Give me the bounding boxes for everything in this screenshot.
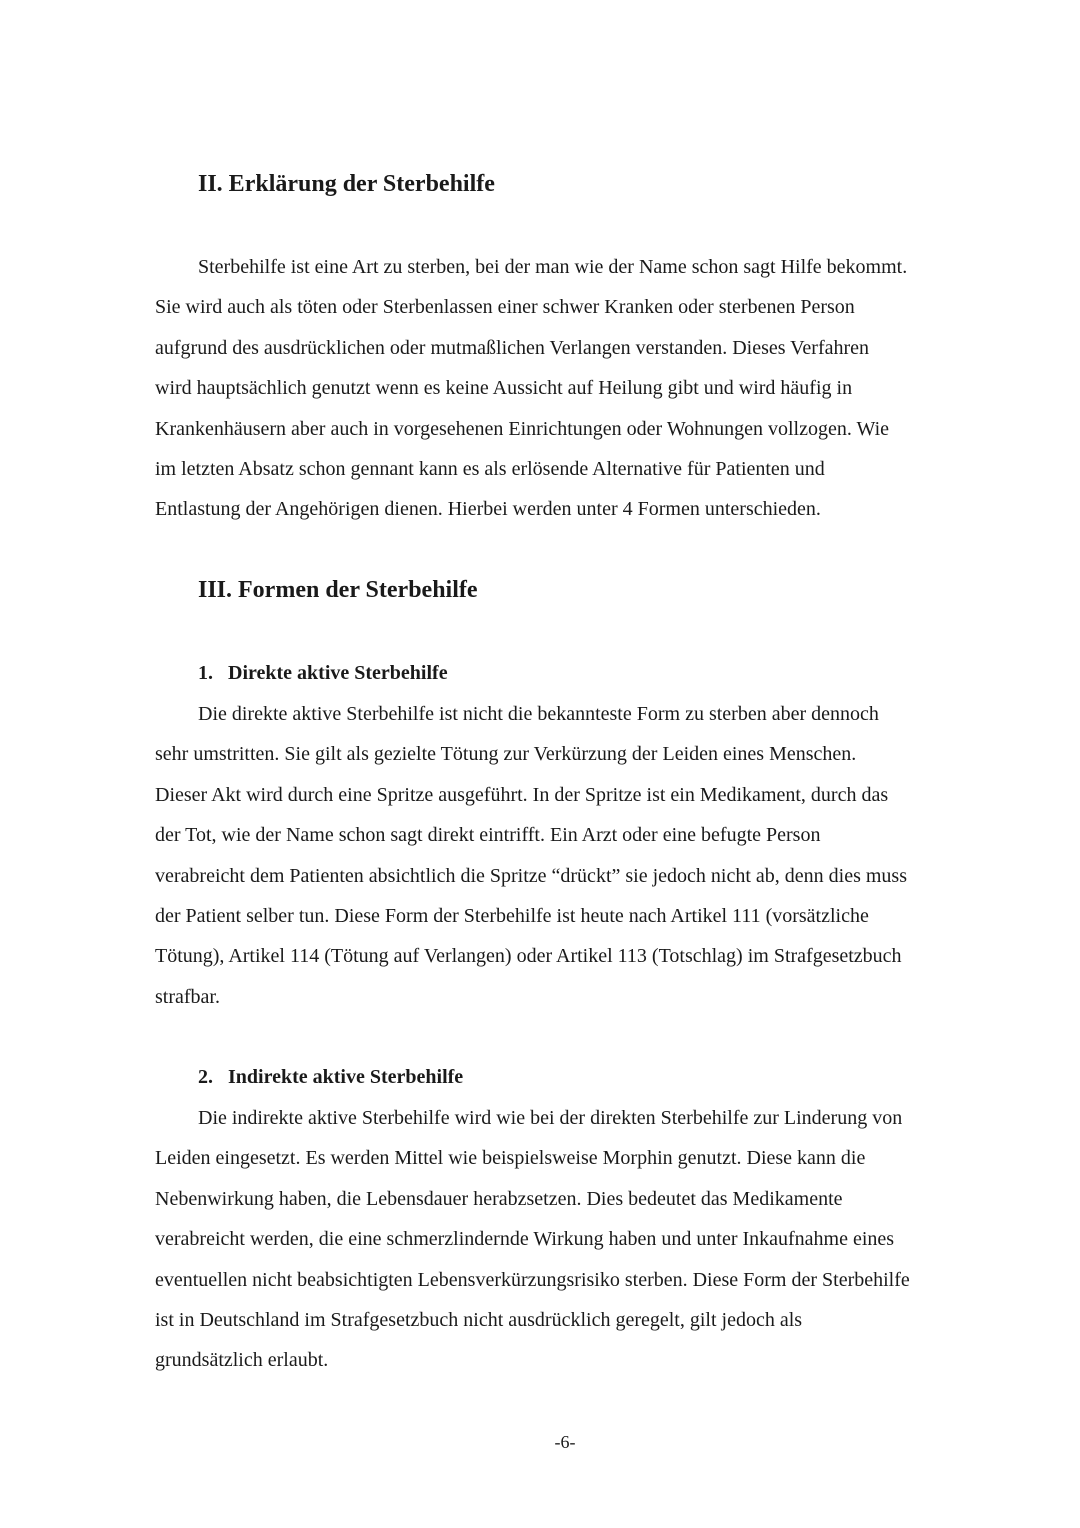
text-line: strafbar. — [155, 985, 220, 1008]
text-line: ist in Deutschland im Strafgesetzbuch nicht ausdrücklich geregelt, gilt jedoch als — [155, 1308, 803, 1331]
text-line: grundsätzlich erlaubt. — [155, 1349, 329, 1372]
page-number: -6- — [554, 1432, 576, 1452]
subheading-number: 2. — [198, 1066, 213, 1088]
text-line: verabreicht dem Patienten absichtlich die Spritze “drückt” sie jedoch nicht ab, denn dies muss — [155, 864, 907, 887]
text-line: Leiden eingesetzt. Es werden Mittel wie beispielsweise Morphin genutzt. Diese kann die — [155, 1147, 866, 1170]
text-line: Die indirekte aktive Sterbehilfe wird wie bei der direkten Sterbehilfe zur Linderung von — [198, 1107, 903, 1129]
subheading-direkte-aktive — [198, 660, 448, 686]
subheading-title: Indirekte aktive Sterbehilfe — [228, 1066, 464, 1088]
subheading-indirekte-aktive — [198, 1064, 463, 1090]
text-line: Entlastung der Angehörigen dienen. Hierbei werden unter 4 Formen unterschieden. — [155, 498, 821, 521]
text-line: aufgrund des ausdrücklichen oder mutmaßlichen Verlangen verstanden. Dieses Verfahren — [155, 336, 870, 359]
text-line: Nebenwirkung haben, die Lebensdauer herabzsetzen. Dies bedeutet das Medikamente — [155, 1187, 843, 1210]
text-line: eventuellen nicht beabsichtigten Lebensverkürzungsrisiko sterben. Diese Form der Sterbehilfe — [155, 1268, 910, 1291]
paragraph-direkte-aktive — [155, 694, 981, 1017]
text-line: Sterbehilfe ist eine Art zu sterben, bei der man wie der Name schon sagt Hilfe bekommt. — [198, 256, 908, 278]
section-heading-formen: III. Formen der Sterbehilfe — [198, 577, 478, 603]
text-line: verabreicht werden, die eine schmerzlindernde Wirkung haben und unter Inkaufnahme eines — [155, 1228, 895, 1251]
paragraph-erklaerung — [155, 247, 981, 530]
text-line: Tötung), Artikel 114 (Tötung auf Verlangen) oder Artikel 113 (Totschlag) im Strafgesetzbuch — [155, 945, 902, 968]
text-line: der Tot, wie der Name schon sagt direkt eintrifft. Ein Arzt oder eine befugte Person — [155, 824, 821, 847]
text-line: Die direkte aktive Sterbehilfe ist nicht die bekannteste Form zu sterben aber dennoch — [198, 703, 879, 725]
subheading-number: 1. — [198, 662, 213, 684]
text-line: sehr umstritten. Sie gilt als gezielte Tötung zur Verkürzung der Leiden eines Menschen. — [155, 743, 857, 766]
text-line: im letzten Absatz schon gennant kann es als erlösende Alternative für Patienten und — [155, 457, 825, 480]
section-heading-erklaerung: II. Erklärung der Sterbehilfe — [198, 171, 495, 197]
subheading-title: Direkte aktive Sterbehilfe — [228, 662, 448, 684]
text-line: der Patient selber tun. Diese Form der Sterbehilfe ist heute nach Artikel 111 (vorsätzliche — [155, 904, 869, 927]
text-line: Krankenhäusern aber auch in vorgesehenen Einrichtungen oder Wohnungen vollzogen. Wie — [155, 417, 890, 440]
text-line: Sie wird auch als töten oder Sterbenlassen einer schwer Kranken oder sterbenen Person — [155, 296, 855, 319]
text-line: wird hauptsächlich genutzt wenn es keine Aussicht auf Heilung gibt und wird häufig in — [155, 377, 853, 400]
text-line: Dieser Akt wird durch eine Spritze ausgeführt. In der Spritze ist ein Medikament, durch das — [155, 783, 889, 806]
paragraph-indirekte-aktive — [155, 1098, 981, 1381]
